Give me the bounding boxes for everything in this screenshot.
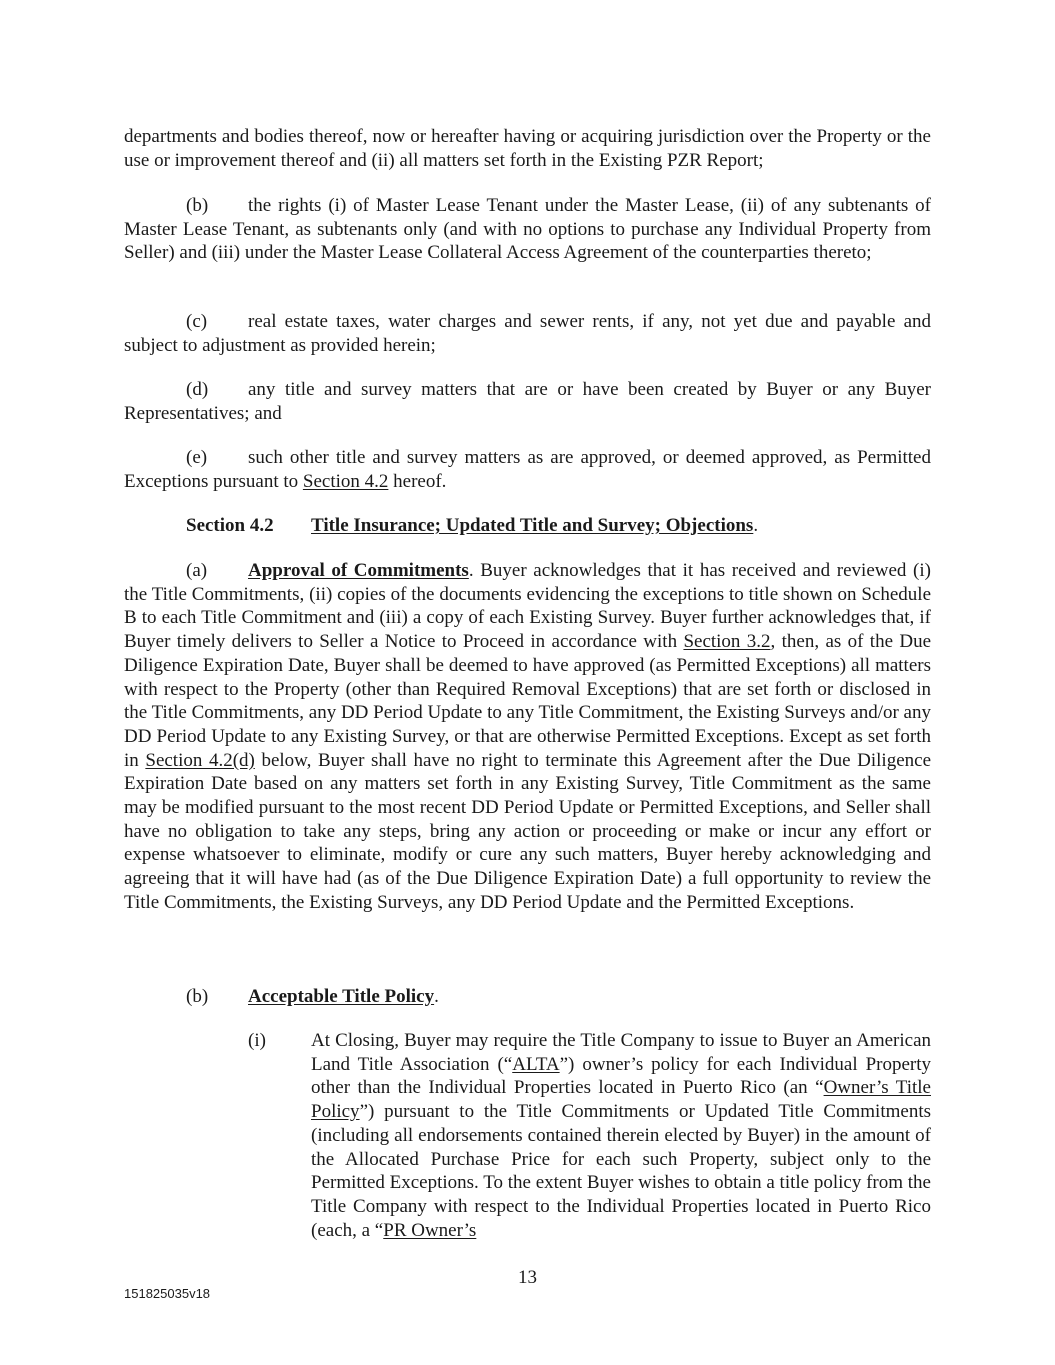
item-heading: Approval of Commitments	[248, 560, 469, 581]
sub-item-text: At Closing, Buyer may require the Title Company to issue to Buyer an American Land Title Association (“	[311, 1030, 931, 1075]
list-item-b-acceptable-title	[124, 985, 931, 1009]
list-label: (d)	[186, 379, 209, 400]
page-number: 13	[518, 1267, 537, 1288]
list-text-end: below, Buyer shall have no right to terminate this Agreement after the Due Diligence Expiration Date based on any matters set forth in any Existing Survey, Title Commitment as the same may be modified pursuant to the most recent DD Period Update or Permitted Exceptions, and Seller shall have no obligation to take any steps, bring any action or proceeding or make or incur any effort or expense whatsoever to eliminate, modify or cure any such matters, Buyer hereby acknowledging and agreeing that it will have had (as of the Due Diligence Expiration Date) a full opportunity to review the Title Commitments, the Existing Surveys, any DD Period Update and the Permitted Exceptions.	[124, 749, 932, 913]
list-label: (b)	[186, 986, 209, 1007]
list-text: such other title and survey matters as are approved, or deemed approved, as Permitted Exceptions pursuant to	[124, 447, 931, 492]
sub-item-i	[311, 1029, 931, 1242]
section-number: Section 4.2	[186, 515, 274, 536]
sub-item-label: (i)	[248, 1030, 266, 1051]
list-label: (e)	[186, 447, 208, 468]
item-heading-period: .	[434, 986, 439, 1007]
list-label: (a)	[186, 560, 208, 581]
defined-term: ALTA	[512, 1053, 560, 1075]
defined-term: PR Owner’s	[383, 1219, 477, 1241]
sub-item-text-mid: ”) owner’s policy for each Individual Property other than the Individual Properties located in Puerto Rico (an “	[311, 1053, 932, 1099]
sub-item-text-mid-2: ”) pursuant to the Title Commitments or Updated Title Commitments (including all endorsements contained therein elected by Buyer) in the amount of the Allocated Purchase Price for each such Property, subject only to the Permitted Exceptions. To the extent Buyer wishes to obtain a title policy from the Title Company with respect to the Individual Properties located in Puerto Rico (each, a “	[311, 1101, 931, 1241]
list-item-e	[124, 446, 931, 493]
list-text: the rights (i) of Master Lease Tenant under the Master Lease, (ii) of any subtenants of Master Lease Tenant, as subtenants only (and with no options to purchase any Individual Property from Seller) and (iii) under the Master Lease Collateral Access Agreement of the counterparties thereto;	[124, 195, 931, 264]
list-item-c	[124, 310, 931, 357]
item-heading: Acceptable Title Policy	[248, 986, 435, 1007]
list-item-b	[124, 194, 931, 265]
list-text: any title and survey matters that are or have been created by Buyer or any Buyer Representatives; and	[124, 379, 931, 424]
section-reference-link[interactable]: Section 4.2(d)	[145, 749, 255, 771]
section-title: Title Insurance; Updated Title and Survey; Objections	[311, 515, 754, 536]
section-reference-link[interactable]: Section 3.2	[683, 631, 771, 653]
list-label: (c)	[186, 311, 208, 332]
list-text: . Buyer acknowledges that it has received and reviewed (i) the Title Commitments, (ii) copies of the documents evidencing the exceptions to title shown on Schedule B to each Title Commitment and (iii) a copy of each Existing Survey. Buyer further acknowledges that, if Buyer timely delivers to Seller a Notice to Proceed in accordance with	[124, 560, 931, 653]
section-title-period: .	[753, 515, 759, 536]
section-reference-link[interactable]: Section 4.2	[302, 470, 389, 492]
defined-term: Owner’s Title Policy	[311, 1077, 931, 1123]
list-text-end: hereof.	[388, 470, 447, 492]
section-heading	[124, 514, 931, 538]
list-item-d	[124, 378, 931, 425]
list-item-a	[124, 559, 931, 915]
list-text: real estate taxes, water charges and sewer rents, if any, not yet due and payable and subject to adjustment as provided herein;	[124, 311, 931, 356]
document-id: 151825035v18	[124, 1286, 211, 1301]
list-label: (b)	[186, 195, 209, 216]
paragraph-intro: departments and bodies thereof, now or hereafter having or acquiring jurisdiction over the Property or the use or improvement thereof and (ii) all matters set forth in the Existing PZR Report;	[124, 126, 931, 171]
list-text-mid: , then, as of the Due Diligence Expiration Date, Buyer shall be deemed to have approved (as Permitted Exceptions) all matters with respect to the Property (other than Required Removal Exceptions) that are set forth or disclosed in the Title Commitments, any DD Period Update to any Title Commitment, the Existing Surveys and/or any DD Period Update to any Existing Survey, or that are otherwise Permitted Exceptions. Except as set forth in	[124, 631, 931, 771]
